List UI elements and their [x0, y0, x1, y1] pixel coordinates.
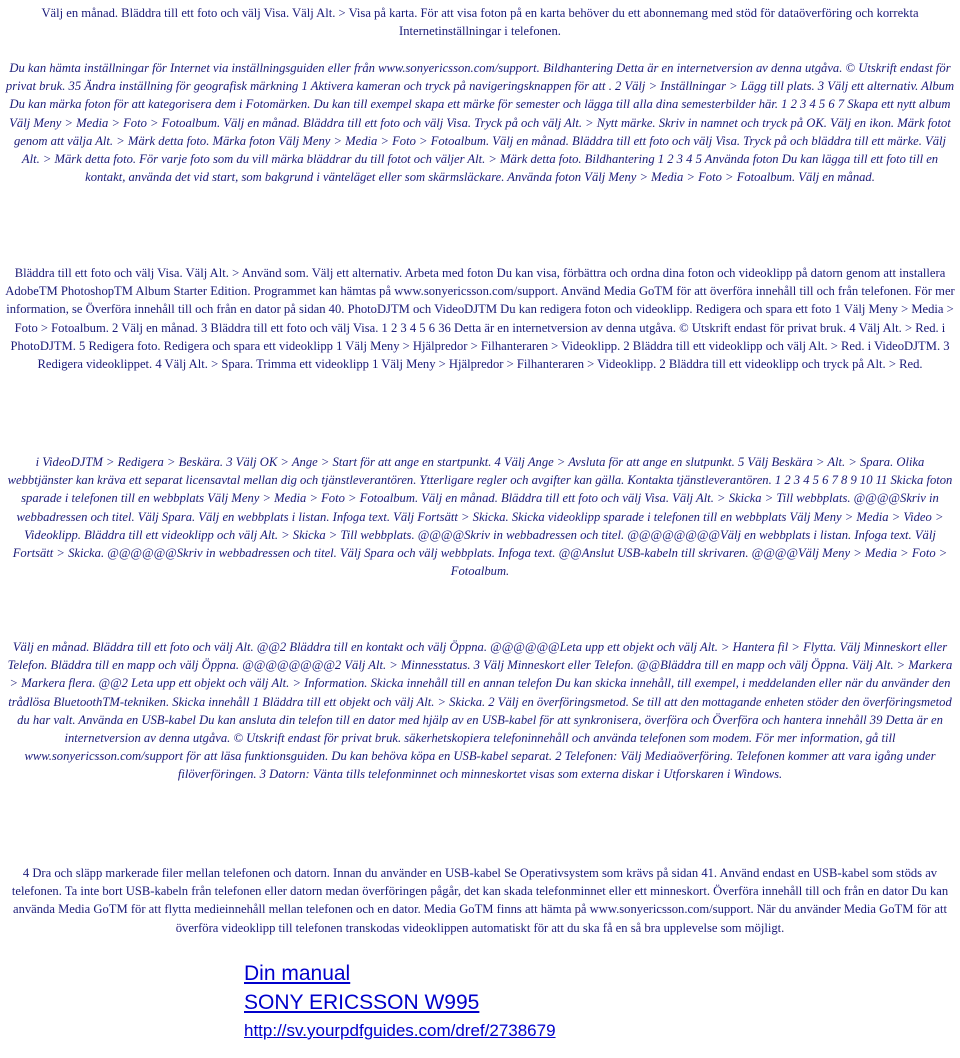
url-link[interactable]: http://sv.yourpdfguides.com/dref/2738679 [244, 1021, 556, 1040]
paragraph-photodj: Bläddra till ett foto och välj Visa. Välj Alt. > Använd som. Välj ett alternativ. Arbeta med foton Du kan visa, förbättra och ordna dina foton och videoklipp på datorn genom att installera AdobeTM PhotoshopTM Album Starter Edition. Programmet kan hämtas på www.sonyericsson.com/support. Använd Media GoTM för att överföra innehåll till och från telefonen. För mer information, se Överföra innehåll till och från en dator på sidan 40. PhotoDJTM och VideoDJTM Du kan redigera foton och videoklipp. Redigera och spara ett foto 1 Välj Meny > Media > Foto > Fotoalbum. 2 Välj en månad. 3 Bläddra till ett foto och välj Visa. 1 2 3 4 5 6 36 Detta är en internetversion av denna utgåva. © Utskrift endast för privat bruk. 4 Välj Alt. > Red. i PhotoDJTM. 5 Redigera foto. Redigera och spara ett videoklipp 1 Välj Meny > Hjälpredor > Filhanteraren > Videoklipp. 2 Bläddra till ett videoklipp och välj Alt. > Red. i VideoDJTM. 3 Redigera videoklippet. 4 Välj Alt. > Spara. Trimma ett videoklipp 1 Välj Meny > Hjälpredor > Filhanteraren > Videoklipp. 2 Bläddra till ett videoklipp och tryck på Alt. > Red. [5, 266, 955, 372]
paragraph-web-services: i VideoDJTM > Redigera > Beskära. 3 Välj OK > Ange > Start för att ange en startpunkt. 4 Välj Ange > Avsluta för att ange en slutpunkt. 5 Välj Beskära > Alt. > Spara. Olika webbtjänster kan kräva ett separat licensavtal mellan dig och tjänstleverantören. Ytterligare regler och avgifter kan gälla. Kontakta tjänstleverantören. 1 2 3 4 5 6 7 8 9 10 11 Skicka foton sparade i telefonen till en webbplats Välj Meny > Media > Foto > Fotoalbum. Välj en månad. Bläddra till ett foto och välj Visa. Välj Alt. > Skicka > Till webbplats. @@@@Skriv in webbadressen och titel. Välj Spara. Välj en webbplats i listan. Infoga text. Välj Fortsätt > Skicka. Skicka videoklipp sparade i telefonen till en webbplats Välj Meny > Media > Video > Videoklipp. Bläddra till ett videoklipp och välj Alt. > Skicka > Till webbplats. @@@@Skriv in webbadressen och titel. @@@@@@@@Välj en webbplats i listan. Infoga text. Välj Fortsätt > Skicka. @@@@@@Skriv in webbadressen och titel. Välj Spara och välj webbplats. Infoga text. @@Anslut USB-kabeln till skrivaren. @@@@Välj Meny > Media > Foto > Fotoalbum. [7, 455, 953, 579]
paragraph-media-go: 4 Dra och släpp markerade filer mellan telefonen och datorn. Innan du använder en USB-kabel Se Operativsystem som krävs på sidan 41. Använd endast en USB-kabel som stöds av telefonen. Ta inte bort USB-kabeln från telefonen eller datorn medan överföringen pågår, det kan skada telefonminnet eller ett minneskort. Överföra innehåll till och från en dator Du kan använda Media GoTM för att flytta medieinnehåll mellan telefonen och en dator. Media GoTM finns att hämta på www.sonyericsson.com/support. När du använder Media GoTM för att överföra videoklipp till telefonen transkodas videoklippen automatiskt för att du ska få en så bra upplevelse som möjligt. [11, 866, 949, 935]
paragraph-albums: Du kan hämta inställningar för Internet via inställningsguiden eller från www.sonyericsson.com/support. Bildhantering Detta är en internetversion av denna utgåva. © Utskrift endast för privat bruk. 35 Ändra inställning för geografisk märkning 1 Aktivera kameran och tryck på navigeringsknappen för att . 2 Välj > Inställningar > Lägg till plats. 3 Välj ett alternativ. Album Du kan märka foton för att kategorisera dem i Fotomärken. Du kan till exempel skapa ett märke för semester och lägga till alla dina semesterbilder här. 1 2 3 4 5 6 7 Skapa ett nytt album Välj Meny > Media > Foto > Fotoalbum. Välj en månad. Bläddra till ett foto och välj Visa. Tryck på och välj Alt. > Nytt märke. Skriv in namnet och tryck på OK. Välj en ikon. Märk fotot genom att välja Alt. > Märk detta foto. Märka foton Välj Meny > Media > Foto > Fotoalbum. Välj en månad. Bläddra till ett foto och välj Visa. Tryck på och bläddra till ett märke. Välj Alt. > Märk detta foto. För varje foto som du vill märka bläddrar du till fotot och väljer Alt. > Märk detta foto. Bildhantering 1 2 3 4 5 Använda foton Du kan lägga till ett foto till en kontakt, använda det vid start, som bakgrund i vänteläget eller som skärmsläckare. Använda foton Välj Meny > Media > Foto > Fotoalbum. Välj en månad. [5, 61, 955, 185]
paragraph-photo-map: Välj en månad. Bläddra till ett foto och välj Visa. Välj Alt. > Visa på karta. För att visa foton på en karta behöver du ett abonnemang med stöd för dataöverföring och korrekta Internetinställningar i telefonen. [41, 6, 919, 39]
paragraph-usb-transfer: Välj en månad. Bläddra till ett foto och välj Alt. @@2 Bläddra till en kontakt och välj Öppna. @@@@@@Leta upp ett objekt och välj Alt. > Hantera fil > Flytta. Välj Minneskort eller Telefon. Bläddra till en mapp och välj Öppna. @@@@@@@@2 Välj Alt. > Minnesstatus. 3 Välj Minneskort eller Telefon. @@Bläddra till en mapp och välj Öppna. Välj Alt. > Markera > Markera flera. @@2 Leta upp ett objekt och välj Alt. > Information. Skicka innehåll till en annan telefon Du kan skicka innehåll, till exempel, i meddelanden eller när du använder den trådlösa BluetoothTM-tekniken. Skicka innehåll 1 Bläddra till ett objekt och välj Alt. > Skicka. 2 Välj en överföringsmetod. Se till att den mottagande enheten stöder den överföringsmetod du har valt. Använda en USB-kabel Du kan ansluta din telefon till en dator med hjälp av en USB-kabel för att synkronisera, överföra och Överföra och hantera innehåll 39 Detta är en internetversion av denna utgåva. © Utskrift endast för privat bruk. säkerhetskopiera telefoninnehåll och använda telefonen som modem. För mer information, gå till www.sonyericsson.com/support för att läsa funktionsguiden. Du kan behöva köpa en USB-kabel separat. 2 Telefonen: Välj Mediaöverföring. Telefonen kommer att vara igång under filöverföringen. 3 Datorn: Vänta tills telefonminnet och minneskortet visas som externa diskar i Utforskaren i Windows. [7, 640, 953, 782]
footer-links [244, 960, 556, 1044]
product-link[interactable]: SONY ERICSSON W995 [244, 991, 480, 1014]
manual-link[interactable]: Din manual [244, 962, 351, 985]
